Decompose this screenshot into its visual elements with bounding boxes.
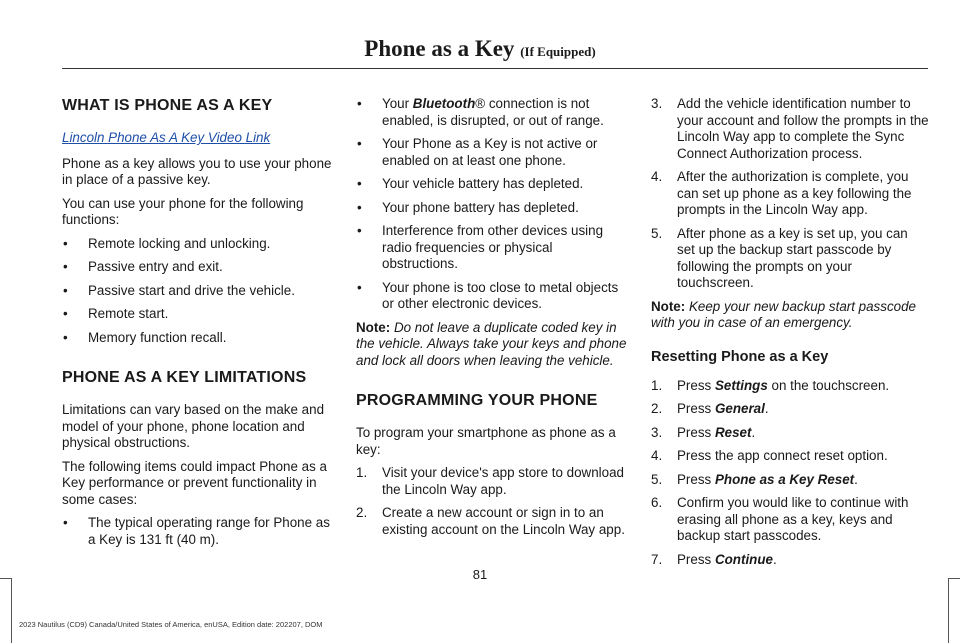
step-text: Confirm you would like to continue with erasing all phone as a key, keys and backup start passcodes. <box>677 495 909 543</box>
step-text: Press the app connect reset option. <box>677 448 888 463</box>
bluetooth-term: Bluetooth <box>412 96 476 111</box>
heading-what-is-phone-as-a-key: WHAT IS PHONE AS A KEY <box>62 97 273 114</box>
step-text: After the authorization is complete, you can set up phone as a key following the prompts in the Lincoln Way app. <box>677 169 912 217</box>
functions-list <box>62 236 338 347</box>
step-number: 7. <box>651 551 663 567</box>
continue-term: Continue <box>714 551 773 567</box>
list-item <box>651 495 929 545</box>
crop-mark-left <box>11 578 12 643</box>
crop-mark-right-horizontal <box>949 578 960 579</box>
page-header-title <box>0 36 960 62</box>
list-item: • The typical operating range for Phone as a Key is 131 ft (40 m). <box>62 515 338 548</box>
note-label: Note: <box>651 298 686 314</box>
step-number: 6. <box>651 495 663 510</box>
list-item: • Your phone is too close to metal objects or other electronic devices. <box>356 280 632 313</box>
step-number: 5. <box>651 471 663 487</box>
page-number: 81 <box>472 567 488 582</box>
note-label: Note: <box>356 319 391 335</box>
column-3 <box>651 96 929 575</box>
paragraph-programming: To program your smartphone as phone as a key: <box>356 425 616 457</box>
step-tail: . <box>772 551 777 567</box>
paragraph-limitations: Limitations can vary based on the make and model of your phone, phone location and physical obstructions. <box>62 402 325 450</box>
list-item: • Passive entry and exit. <box>62 259 338 276</box>
list-item <box>651 169 929 219</box>
step-text: Visit your device's app store to download the Lincoln Way app. <box>382 465 624 497</box>
list-item <box>651 96 929 162</box>
step-text: Create a new account or sign in to an existing account on the Lincoln Way app. <box>382 505 625 537</box>
heading-limitations: PHONE AS A KEY LIMITATIONS <box>62 369 307 386</box>
list-item: • Memory function recall. <box>62 330 338 347</box>
step-number: 3. <box>651 96 663 111</box>
paragraph-functions-intro: You can use your phone for the following functions: <box>62 195 304 227</box>
step-tail: . <box>764 401 769 416</box>
press-text: Press <box>677 551 715 567</box>
step-tail: on the touchscreen. <box>767 377 890 393</box>
list-item <box>651 448 929 465</box>
list-item <box>356 505 632 538</box>
header-rule <box>62 68 928 69</box>
list-item: • Remote start. <box>62 306 338 323</box>
heading-programming: PROGRAMMING YOUR PHONE <box>356 392 598 409</box>
phone-as-a-key-reset-term: Phone as a Key Reset <box>714 471 855 487</box>
list-item <box>651 425 929 442</box>
list-item: • Your vehicle battery has depleted. <box>356 176 632 193</box>
programming-steps <box>356 465 632 538</box>
press-text: Press <box>677 401 715 416</box>
bt-suffix: ® connection is not enabled, is disrupted, or out of range. <box>382 96 604 128</box>
step-text: After phone as a key is set up, you can set up the backup start passcode by following the prompts on your touchscreen. <box>677 225 908 290</box>
step-number: 1. <box>356 465 368 480</box>
header-title-text: Phone as a Key <box>364 36 515 61</box>
list-item <box>651 226 929 292</box>
limitations-list-continued <box>356 96 632 313</box>
list-item: • Interference from other devices using radio frequencies or physical obstructions. <box>356 223 632 273</box>
heading-resetting: Resetting Phone as a Key <box>651 348 829 365</box>
paragraph-impact: The following items could impact Phone as a Key performance or prevent functionality in some cases: <box>62 458 327 507</box>
edition-info: 2023 Nautilus (CD9) Canada/United States of America, enUSA, Edition date: 202207, DOM <box>19 620 323 629</box>
programming-steps-continued <box>651 96 929 292</box>
press-text: Press <box>677 424 715 440</box>
note-text: Keep your new backup start passcode with you in case of an emergency. <box>651 298 916 330</box>
note-duplicate-key <box>356 320 632 370</box>
step-text: Add the vehicle identification number to your account and follow the prompts in the Lincoln Way app to complete the Sync Connect Authorization process. <box>677 96 929 161</box>
press-text: Press <box>677 377 715 393</box>
bt-prefix: Your <box>382 96 413 111</box>
step-number: 4. <box>651 448 663 463</box>
list-item <box>356 465 632 498</box>
note-backup-passcode <box>651 299 929 332</box>
step-number: 3. <box>651 424 663 440</box>
note-text: Do not leave a duplicate coded key in the vehicle. Always take your keys and phone and lock all doors when leaving the vehicle. <box>356 319 627 368</box>
column-2 <box>356 96 632 545</box>
reset-steps <box>651 378 929 569</box>
list-item: • Your phone battery has depleted. <box>356 200 632 217</box>
list-item <box>651 401 929 418</box>
reset-term: Reset <box>714 424 752 440</box>
column-1 <box>62 96 338 555</box>
list-item <box>651 378 929 395</box>
press-text: Press <box>677 471 715 487</box>
crop-mark-left-horizontal <box>0 578 11 579</box>
step-tail: . <box>751 424 756 440</box>
list-item <box>651 552 929 569</box>
step-number: 1. <box>651 377 663 393</box>
list-item: • Passive start and drive the vehicle. <box>62 283 338 300</box>
list-item: • Remote locking and unlocking. <box>62 236 338 253</box>
settings-term: Settings <box>714 377 768 393</box>
list-item: • Your Phone as a Key is not active or enabled on at least one phone. <box>356 136 632 169</box>
video-link[interactable]: Lincoln Phone As A Key Video Link <box>62 130 271 145</box>
header-subtitle: (If Equipped) <box>520 44 596 59</box>
step-number: 2. <box>356 505 368 520</box>
limitations-list-start <box>62 515 338 548</box>
step-tail: . <box>854 471 858 487</box>
paragraph-intro: Phone as a key allows you to use your phone in place of a passive key. <box>62 155 332 187</box>
step-number: 5. <box>651 225 663 241</box>
list-item <box>651 472 929 489</box>
step-number: 4. <box>651 169 663 184</box>
general-term: General <box>714 401 765 416</box>
list-item <box>356 96 632 129</box>
step-number: 2. <box>651 401 663 416</box>
crop-mark-right <box>948 578 949 643</box>
